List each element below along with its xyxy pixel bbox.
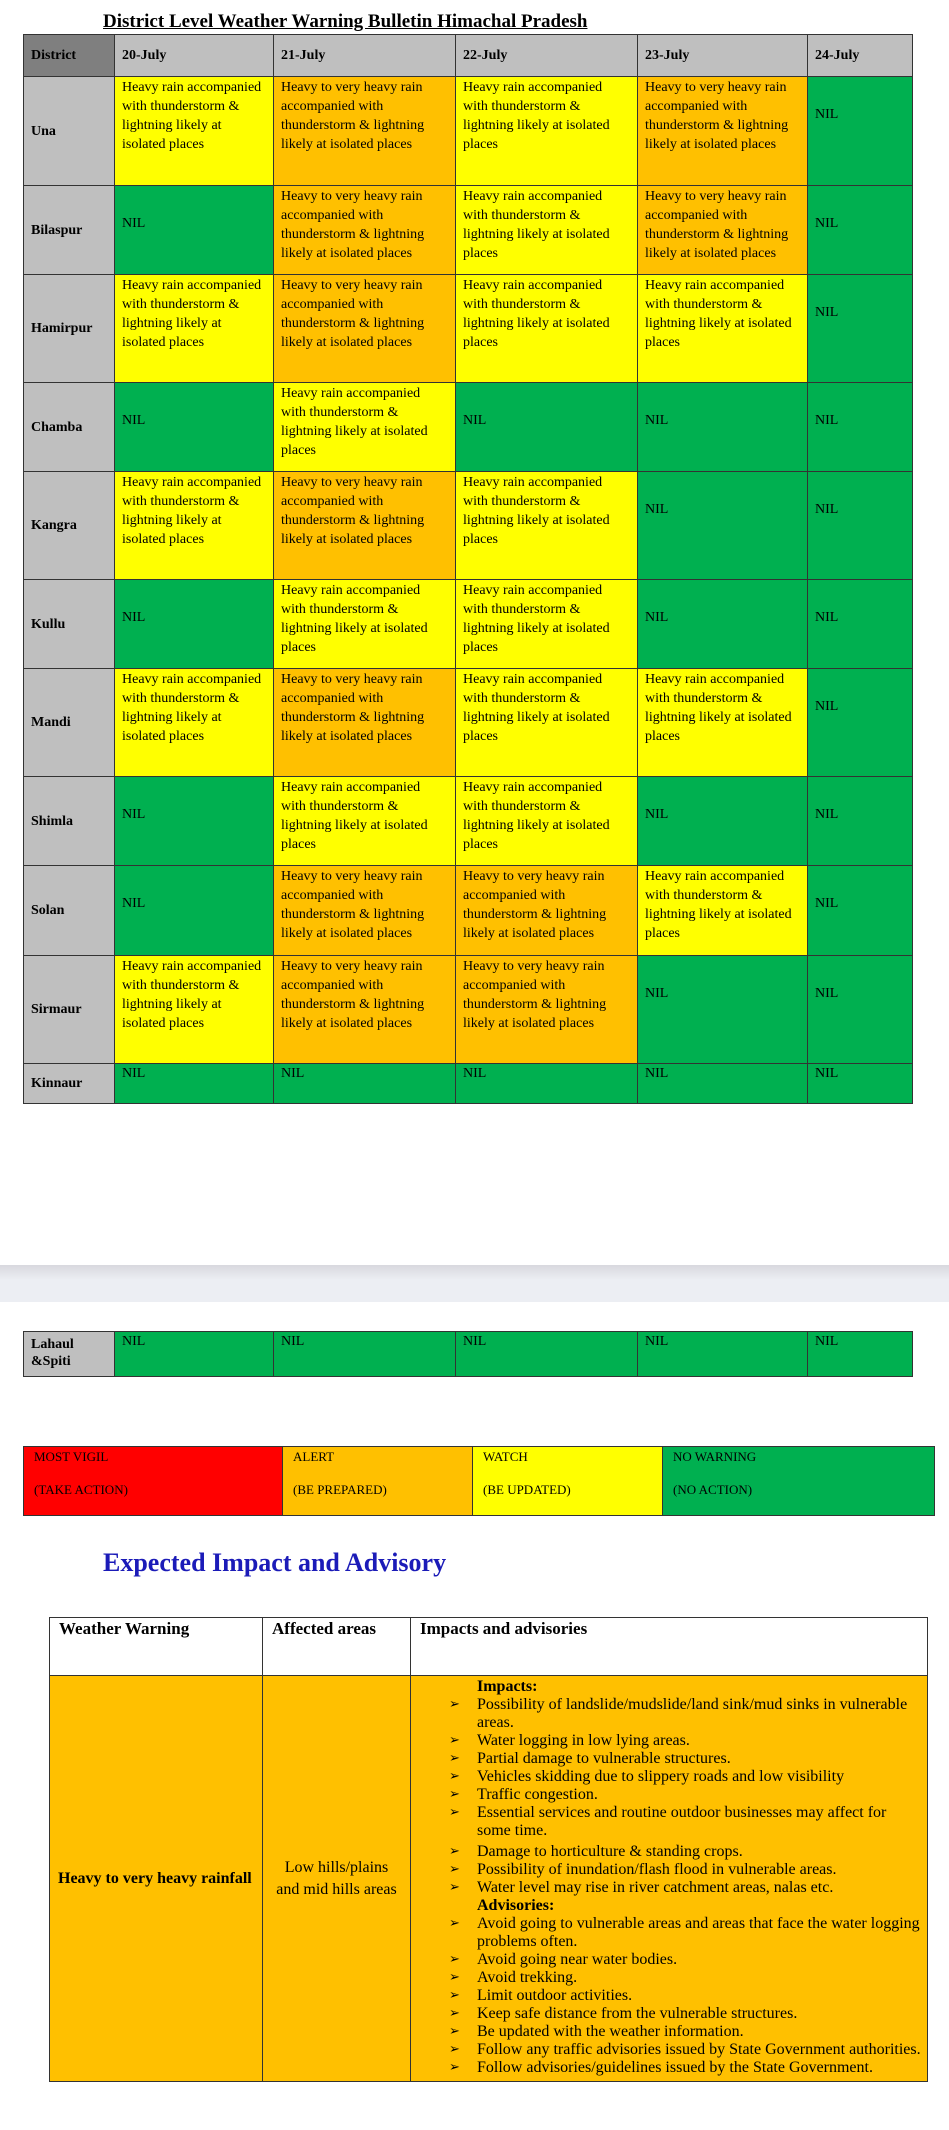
list-item-text: Vehicles skidding due to slippery roads and low visibility — [477, 1768, 845, 1785]
warning-cell: NIL — [115, 186, 274, 275]
warning-cell: Heavy rain accompanied with thunderstorm & lightning likely at isolated places — [456, 77, 638, 186]
warning-cell: NIL — [808, 669, 913, 777]
warning-cell: NIL — [115, 580, 274, 669]
table-row — [24, 383, 913, 472]
header-affected-areas: Affected areas — [263, 1618, 411, 1676]
warning-cell: NIL — [808, 580, 913, 669]
table-row — [24, 1332, 913, 1377]
header-date: 24-July — [808, 35, 913, 77]
legend-label: WATCH — [483, 1449, 528, 1464]
arrow-bullet-icon: ➢ — [449, 1844, 460, 1859]
table-row — [24, 956, 913, 1064]
page-break — [0, 1265, 949, 1302]
warning-cell: NIL — [638, 472, 808, 580]
warning-cell: Heavy to very heavy rain accompanied with thunderstorm & lightning likely at isolated places — [638, 77, 808, 186]
warning-cell: NIL — [638, 383, 808, 472]
table-row — [24, 580, 913, 669]
list-item-text: Water logging in low lying areas. — [477, 1732, 690, 1749]
arrow-bullet-icon: ➢ — [449, 1952, 460, 1967]
arrow-bullet-icon: ➢ — [449, 1733, 460, 1748]
list-item — [435, 1732, 921, 1750]
legend-yellow — [473, 1447, 663, 1516]
legend-label: NO WARNING — [673, 1449, 757, 1464]
list-item-text: Possibility of inundation/flash flood in vulnerable areas. — [477, 1861, 837, 1878]
legend-orange — [283, 1447, 473, 1516]
warning-cell: Heavy to very heavy rain accompanied with thunderstorm & lightning likely at isolated places — [274, 669, 456, 777]
warning-cell: Heavy to very heavy rain accompanied with thunderstorm & lightning likely at isolated places — [638, 186, 808, 275]
affected-areas: Low hills/plains and mid hills areas — [263, 1676, 411, 2082]
arrow-bullet-icon: ➢ — [449, 1862, 460, 1877]
warning-cell: NIL — [456, 383, 638, 472]
warning-cell: Heavy rain accompanied with thunderstorm & lightning likely at isolated places — [456, 777, 638, 866]
table-row — [24, 275, 913, 383]
district-name: Sirmaur — [24, 956, 115, 1064]
list-item-text: Traffic congestion. — [477, 1786, 598, 1803]
warning-cell: Heavy rain accompanied with thunderstorm & lightning likely at isolated places — [115, 275, 274, 383]
warning-cell: Heavy to very heavy rain accompanied with thunderstorm & lightning likely at isolated places — [456, 956, 638, 1064]
list-item — [435, 1804, 921, 1840]
advisory-header — [50, 1618, 928, 1676]
legend-green — [663, 1447, 935, 1516]
list-item-text: Follow advisories/guidelines issued by the State Government. — [477, 2059, 873, 2076]
warning-cell: Heavy rain accompanied with thunderstorm & lightning likely at isolated places — [274, 777, 456, 866]
warning-cell: Heavy rain accompanied with thunderstorm & lightning likely at isolated places — [115, 956, 274, 1064]
list-item — [435, 1768, 921, 1786]
legend-action: (TAKE ACTION) — [34, 1482, 128, 1497]
warning-cell: Heavy to very heavy rain accompanied with thunderstorm & lightning likely at isolated places — [274, 275, 456, 383]
list-item-text: Avoid going near water bodies. — [477, 1951, 678, 1968]
arrow-bullet-icon: ➢ — [449, 1697, 460, 1712]
warning-cell: Heavy rain accompanied with thunderstorm & lightning likely at isolated places — [456, 472, 638, 580]
arrow-bullet-icon: ➢ — [449, 2042, 460, 2057]
header-date: 21-July — [274, 35, 456, 77]
warning-cell: Heavy rain accompanied with thunderstorm & lightning likely at isolated places — [115, 669, 274, 777]
warning-cell: NIL — [115, 777, 274, 866]
arrow-bullet-icon: ➢ — [449, 2060, 460, 2075]
list-item-text: Partial damage to vulnerable structures. — [477, 1750, 731, 1767]
warning-cell: NIL — [638, 777, 808, 866]
advisories-list — [435, 1915, 921, 2077]
list-item — [435, 2005, 921, 2023]
warning-cell: NIL — [638, 580, 808, 669]
district-name: Bilaspur — [24, 186, 115, 275]
warning-cell: Heavy to very heavy rain accompanied with thunderstorm & lightning likely at isolated places — [274, 866, 456, 956]
warning-cell: Heavy rain accompanied with thunderstorm & lightning likely at isolated places — [638, 275, 808, 383]
legend-label: MOST VIGIL — [34, 1449, 109, 1464]
advisories-heading: Advisories: — [477, 1897, 555, 1914]
table-row — [24, 472, 913, 580]
legend-label: ALERT — [293, 1449, 335, 1464]
header-date: 20-July — [115, 35, 274, 77]
list-item — [435, 2059, 921, 2077]
arrow-bullet-icon: ➢ — [449, 1970, 460, 1985]
arrow-bullet-icon: ➢ — [449, 1751, 460, 1766]
advisory-title: Expected Impact and Advisory — [103, 1548, 447, 1577]
table-row — [24, 186, 913, 275]
warning-table-header — [24, 35, 913, 77]
warning-cell: NIL — [808, 383, 913, 472]
table-row — [24, 77, 913, 186]
list-item — [435, 2023, 921, 2041]
warning-cell: Heavy rain accompanied with thunderstorm & lightning likely at isolated places — [456, 580, 638, 669]
arrow-bullet-icon: ➢ — [449, 1787, 460, 1802]
warning-cell: NIL — [115, 1332, 274, 1377]
warning-cell: NIL — [115, 383, 274, 472]
warning-cell: Heavy rain accompanied with thunderstorm & lightning likely at isolated places — [115, 472, 274, 580]
impacts-advisories — [411, 1676, 928, 2082]
weather-warning: Heavy to very heavy rainfall — [50, 1676, 263, 2082]
list-item-text: Keep safe distance from the vulnerable structures. — [477, 2005, 798, 2022]
table-row — [24, 777, 913, 866]
table-row — [24, 669, 913, 777]
arrow-bullet-icon: ➢ — [449, 1805, 460, 1820]
list-item — [435, 2041, 921, 2059]
warning-cell: Heavy rain accompanied with thunderstorm & lightning likely at isolated places — [638, 866, 808, 956]
table-row — [24, 866, 913, 956]
arrow-bullet-icon: ➢ — [449, 1916, 460, 1931]
warning-cell: NIL — [638, 956, 808, 1064]
list-item — [435, 1951, 921, 1969]
warning-cell: NIL — [638, 1064, 808, 1104]
warning-cell: NIL — [808, 956, 913, 1064]
list-item-text: Avoid going to vulnerable areas and areas that face the water logging problems often. — [477, 1915, 920, 1950]
district-name: Mandi — [24, 669, 115, 777]
warning-cell: NIL — [808, 77, 913, 186]
header-impacts: Impacts and advisories — [411, 1618, 928, 1676]
warning-cell: NIL — [274, 1064, 456, 1104]
list-item — [435, 1915, 921, 1951]
list-item-text: Follow any traffic advisories issued by State Government authorities. — [477, 2041, 921, 2058]
district-name: Kangra — [24, 472, 115, 580]
warning-cell: Heavy to very heavy rain accompanied with thunderstorm & lightning likely at isolated places — [274, 186, 456, 275]
header-weather-warning: Weather Warning — [50, 1618, 263, 1676]
warning-cell: Heavy rain accompanied with thunderstorm & lightning likely at isolated places — [456, 669, 638, 777]
district-name: Kinnaur — [24, 1064, 115, 1104]
legend-red — [24, 1447, 283, 1516]
warning-cell: Heavy to very heavy rain accompanied with thunderstorm & lightning likely at isolated places — [274, 472, 456, 580]
warning-cell: NIL — [115, 866, 274, 956]
impacts-heading: Impacts: — [477, 1678, 538, 1695]
warning-cell: NIL — [808, 186, 913, 275]
warning-cell: Heavy to very heavy rain accompanied with thunderstorm & lightning likely at isolated places — [456, 866, 638, 956]
district-name: Solan — [24, 866, 115, 956]
list-item — [435, 1786, 921, 1804]
warning-cell: NIL — [638, 1332, 808, 1377]
warning-cell: NIL — [808, 1064, 913, 1104]
warning-cell: NIL — [808, 1332, 913, 1377]
header-district: District — [24, 35, 115, 77]
warning-cell: NIL — [808, 472, 913, 580]
impacts-list — [435, 1696, 921, 1897]
warning-cell: Heavy rain accompanied with thunderstorm & lightning likely at isolated places — [456, 186, 638, 275]
list-item-text: Limit outdoor activities. — [477, 1987, 633, 2004]
list-item — [435, 1969, 921, 1987]
district-name: Shimla — [24, 777, 115, 866]
warning-cell: Heavy to very heavy rain accompanied with thunderstorm & lightning likely at isolated places — [274, 956, 456, 1064]
legend-action: (NO ACTION) — [673, 1482, 753, 1497]
list-item-text: Be updated with the weather information. — [477, 2023, 744, 2040]
district-name: Kullu — [24, 580, 115, 669]
legend-action: (BE PREPARED) — [293, 1482, 387, 1497]
warning-cell: Heavy rain accompanied with thunderstorm & lightning likely at isolated places — [115, 77, 274, 186]
warning-cell: Heavy rain accompanied with thunderstorm & lightning likely at isolated places — [274, 580, 456, 669]
list-item-text: Damage to horticulture & standing crops. — [477, 1843, 743, 1860]
arrow-bullet-icon: ➢ — [449, 1988, 460, 2003]
warning-cell: NIL — [808, 275, 913, 383]
warning-cell: NIL — [808, 866, 913, 956]
warning-cell: NIL — [456, 1064, 638, 1104]
district-name: Lahaul &Spiti — [24, 1332, 115, 1377]
list-item — [435, 1696, 921, 1732]
warning-cell: Heavy rain accompanied with thunderstorm & lightning likely at isolated places — [638, 669, 808, 777]
list-item — [435, 1987, 921, 2005]
color-legend — [23, 1446, 935, 1516]
list-item — [435, 1861, 921, 1879]
list-item-text: Essential services and routine outdoor businesses may affect for some time. — [477, 1804, 887, 1839]
warning-cell: Heavy rain accompanied with thunderstorm & lightning likely at isolated places — [456, 275, 638, 383]
warning-cell: NIL — [274, 1332, 456, 1377]
legend-action: (BE UPDATED) — [483, 1482, 571, 1497]
header-date: 23-July — [638, 35, 808, 77]
warning-cell: Heavy rain accompanied with thunderstorm & lightning likely at isolated places — [274, 383, 456, 472]
warning-table — [23, 34, 913, 1104]
list-item-text: Avoid trekking. — [477, 1969, 578, 1986]
warning-cell: NIL — [456, 1332, 638, 1377]
header-date: 22-July — [456, 35, 638, 77]
arrow-bullet-icon: ➢ — [449, 2024, 460, 2039]
list-item — [435, 1843, 921, 1861]
advisory-table — [49, 1617, 928, 2082]
arrow-bullet-icon: ➢ — [449, 1880, 460, 1895]
warning-cell: NIL — [808, 777, 913, 866]
list-item — [435, 1750, 921, 1768]
advisory-row — [50, 1676, 928, 2082]
warning-cell: NIL — [115, 1064, 274, 1104]
list-item-text: Water level may rise in river catchment areas, nalas etc. — [477, 1879, 834, 1896]
arrow-bullet-icon: ➢ — [449, 1769, 460, 1784]
district-name: Una — [24, 77, 115, 186]
warning-cell: Heavy to very heavy rain accompanied with thunderstorm & lightning likely at isolated places — [274, 77, 456, 186]
warning-table-continued — [23, 1331, 913, 1377]
bulletin-title: District Level Weather Warning Bulletin Himachal Pradesh — [103, 11, 588, 32]
list-item — [435, 1879, 921, 1897]
district-name: Chamba — [24, 383, 115, 472]
table-row — [24, 1064, 913, 1104]
list-item-text: Possibility of landslide/mudslide/land sink/mud sinks in vulnerable areas. — [477, 1696, 908, 1731]
district-name: Hamirpur — [24, 275, 115, 383]
arrow-bullet-icon: ➢ — [449, 2006, 460, 2021]
